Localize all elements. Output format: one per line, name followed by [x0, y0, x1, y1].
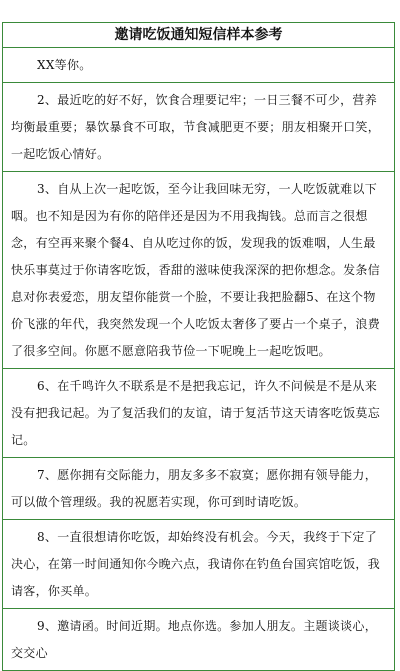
paragraph: XX等你。	[3, 48, 394, 83]
paragraph: 8、一直很想请你吃饭，却始终没有机会。今天，我终于下定了决心，在第一时间通知你今晚六点，我请你在钓鱼台国宾馆吃饭，我请客，你买单。	[3, 520, 394, 609]
paragraph: 2、最近吃的好不好，饮食合理要记牢；一日三餐不可少，营养均衡最重要；暴饮暴食不可取，节食减肥更不要；朋友相聚开口笑，一起吃饭心情好。	[3, 83, 394, 172]
paragraph: 9、邀请函。时间近期。地点你选。参加人朋友。主题谈谈心，交交心	[11, 619, 378, 660]
paragraph: 3、自从上次一起吃饭，至今让我回味无穷，一人吃饭就难以下咽。也不知是因为有你的陪伴还是因为不用我掏钱。总而言之很想念，有空再来聚个餐4、自从吃过你的饭，发现我的饭难咽，人生最快乐事莫过于你请客吃饭，香甜的滋味使我深深的把你想念。发条信息对你表爱恋，朋友望你能赏一个脸，不要让我把脸翻5、在这个物价飞涨的年代，我突然发现一个人吃饭太奢侈了要占一个桌子，浪费了很多空间。你愿不愿意陪我节俭一下呢晚上一起吃饭吧。	[3, 172, 394, 369]
paragraph: 7、愿你拥有交际能力，朋友多多不寂寞；愿你拥有领导能力，可以做个管理级。我的祝愿若实现，你可到时请吃饭。	[3, 458, 394, 520]
document-table	[2, 22, 395, 671]
document-title: 邀请吃饭通知短信样本参考	[3, 23, 394, 48]
paragraph: 6、在千鸣许久不联系是不是把我忘记，许久不问候是不是从来没有把我记起。为了复活我们的友谊，请于复活节这天请客吃饭莫忘记。	[3, 369, 394, 458]
